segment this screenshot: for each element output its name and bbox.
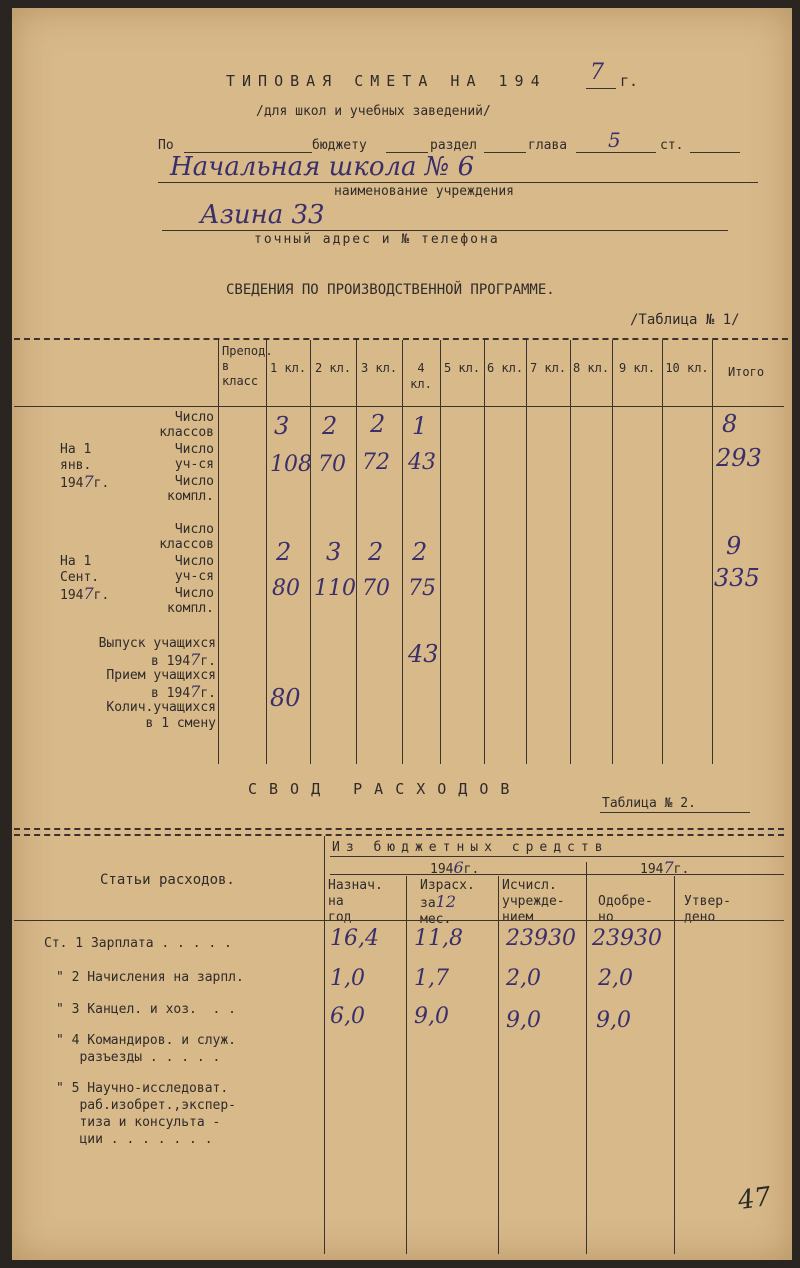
expense-row-3-approved: 9,0 — [596, 1008, 631, 1033]
document-subtitle: /для школ и учебных заведений/ — [256, 104, 491, 119]
g2-row-classes-label: Число классов — [159, 522, 214, 552]
g1-period-label: На 1 янв. 1947г. — [60, 442, 110, 491]
g1-row-classes-label: Число классов — [159, 410, 214, 440]
expense-row-2-approved: 2,0 — [598, 966, 633, 991]
section1-title: СВЕДЕНИЯ ПО ПРОИЗВОДСТВЕННОЙ ПРОГРАММЕ. — [226, 282, 555, 298]
year1-label: 1946г. — [430, 858, 480, 877]
g2-classes-total: 9 — [726, 532, 742, 560]
address-handwritten: Азина 33 — [200, 200, 325, 230]
g1-row-students-label: Число уч-ся — [174, 442, 214, 472]
col-header-class-9: 9 кл. — [618, 361, 656, 375]
g2-classes-4: 2 — [412, 538, 428, 566]
institution-name-handwritten: Начальная школа № 6 — [170, 152, 475, 182]
g2-classes-3: 2 — [368, 538, 384, 566]
expense-row-1-approved: 23930 — [592, 926, 662, 951]
graduates-class-4: 43 — [408, 640, 439, 668]
expense-row-3-label: " 3 Канцел. и хоз. . . — [56, 1002, 237, 1017]
year2-label: 1947г. — [640, 858, 690, 877]
address-caption: точный адрес и № телефона — [254, 232, 500, 247]
col-spent-header: Израсх. за12 мес. — [420, 878, 475, 927]
g1-classes-total: 8 — [722, 410, 738, 438]
col-header-total: Итого — [727, 365, 765, 379]
document-title: ТИПОВАЯ СМЕТА НА 194 — [226, 72, 547, 90]
expense-row-3-assigned: 6,0 — [330, 1004, 365, 1029]
institution-caption: наименование учреждения — [334, 184, 515, 199]
expense-row-2-spent: 1,7 — [414, 966, 449, 991]
g2-classes-1: 2 — [276, 538, 292, 566]
col-header-class-4: 4 кл. — [410, 361, 432, 391]
col-header-class-5: 5 кл. — [443, 361, 481, 375]
g2-students-4: 75 — [408, 576, 436, 601]
st-label: ст. — [660, 138, 684, 153]
g1-students-2: 70 — [318, 452, 346, 477]
expense-row-2-assigned: 1,0 — [330, 966, 365, 991]
g1-students-3: 72 — [362, 450, 390, 475]
g2-row-students-label: Число уч-ся — [174, 554, 214, 584]
expense-row-1-spent: 11,8 — [414, 926, 463, 951]
graduates-label: Выпуск учащихся в 1947г. — [98, 636, 216, 669]
g1-classes-4: 1 — [412, 412, 428, 440]
col-header-class-7: 7 кл. — [529, 361, 567, 375]
first-shift-label: Колич.учащихся в 1 смену — [106, 700, 216, 731]
col-header-teacher: Препод. в класс — [222, 344, 273, 388]
expense-row-1-assigned: 16,4 — [330, 926, 379, 951]
g1-classes-1: 3 — [274, 412, 290, 440]
col-header-class-3: 3 кл. — [360, 361, 398, 375]
col-header-class-2: 2 кл. — [314, 361, 352, 375]
g2-students-2: 110 — [314, 576, 356, 601]
expense-row-3-spent: 9,0 — [414, 1004, 449, 1029]
g1-row-sets-label: Число компл. — [167, 474, 214, 504]
admitted-class-1: 80 — [270, 684, 301, 712]
table2-label: Таблица № 2. — [602, 796, 696, 811]
col-header-class-8: 8 кл. — [572, 361, 610, 375]
col-header-class-10: 10 кл. — [665, 361, 709, 375]
g2-row-sets-label: Число компл. — [167, 586, 214, 616]
col-header-class-6: 6 кл. — [486, 361, 524, 375]
g2-students-3: 70 — [362, 576, 390, 601]
g1-students-1: 108 — [270, 452, 312, 477]
g2-classes-2: 3 — [326, 538, 342, 566]
col-assigned-header: Назнач. на год — [328, 878, 383, 925]
expense-row-2-label: " 2 Начисления на зарпл. — [56, 970, 244, 985]
g1-students-4: 43 — [408, 450, 436, 475]
title-suffix: г. — [620, 72, 639, 90]
g2-students-total: 335 — [714, 564, 760, 592]
expense-row-4-label: " 4 Командиров. и служ. разъезды . . . . . — [56, 1033, 237, 1065]
expense-row-5-label: " 5 Научно-исследоват. раб.изобрет.,экспер- тиза и консульта - ции . . . . . . . — [56, 1081, 237, 1147]
admitted-label: Прием учащихся в 1947г. — [106, 668, 216, 701]
g1-classes-2: 2 — [322, 412, 338, 440]
expense-row-3-calculated: 9,0 — [506, 1008, 541, 1033]
expense-items-header: Статьи расходов. — [100, 872, 235, 888]
glava-value-handwritten: 5 — [608, 128, 621, 152]
expense-row-1-calculated: 23930 — [506, 926, 576, 951]
expense-row-1-label: Ст. 1 Зарплата . . . . . — [44, 936, 232, 951]
g2-period-label: На 1 Сент. 1947г. — [60, 554, 110, 603]
col-header-class-1: 1 кл. — [269, 361, 307, 375]
budget-label: бюджету — [312, 138, 367, 153]
table1-label: /Таблица № 1/ — [630, 312, 740, 328]
title-year-handwritten: 7 — [590, 60, 604, 85]
col-ratified-header: Утвер- дено — [684, 894, 731, 925]
budget-funds-header: Из бюджетных средств — [332, 840, 609, 855]
expense-row-2-calculated: 2,0 — [506, 966, 541, 991]
budget-po: По — [158, 138, 174, 153]
col-calculated-header: Исчисл. учрежде- нием — [502, 878, 565, 925]
razdel-label: раздел — [430, 138, 477, 153]
page-number-handwritten: 47 — [736, 1181, 774, 1217]
section2-title: СВОД РАСХОДОВ — [248, 780, 522, 798]
col-approved-header: Одобре- но — [598, 894, 653, 925]
glava-label: глава — [528, 138, 568, 153]
g1-students-total: 293 — [716, 444, 762, 472]
g2-students-1: 80 — [272, 576, 300, 601]
g1-classes-3: 2 — [370, 410, 386, 438]
